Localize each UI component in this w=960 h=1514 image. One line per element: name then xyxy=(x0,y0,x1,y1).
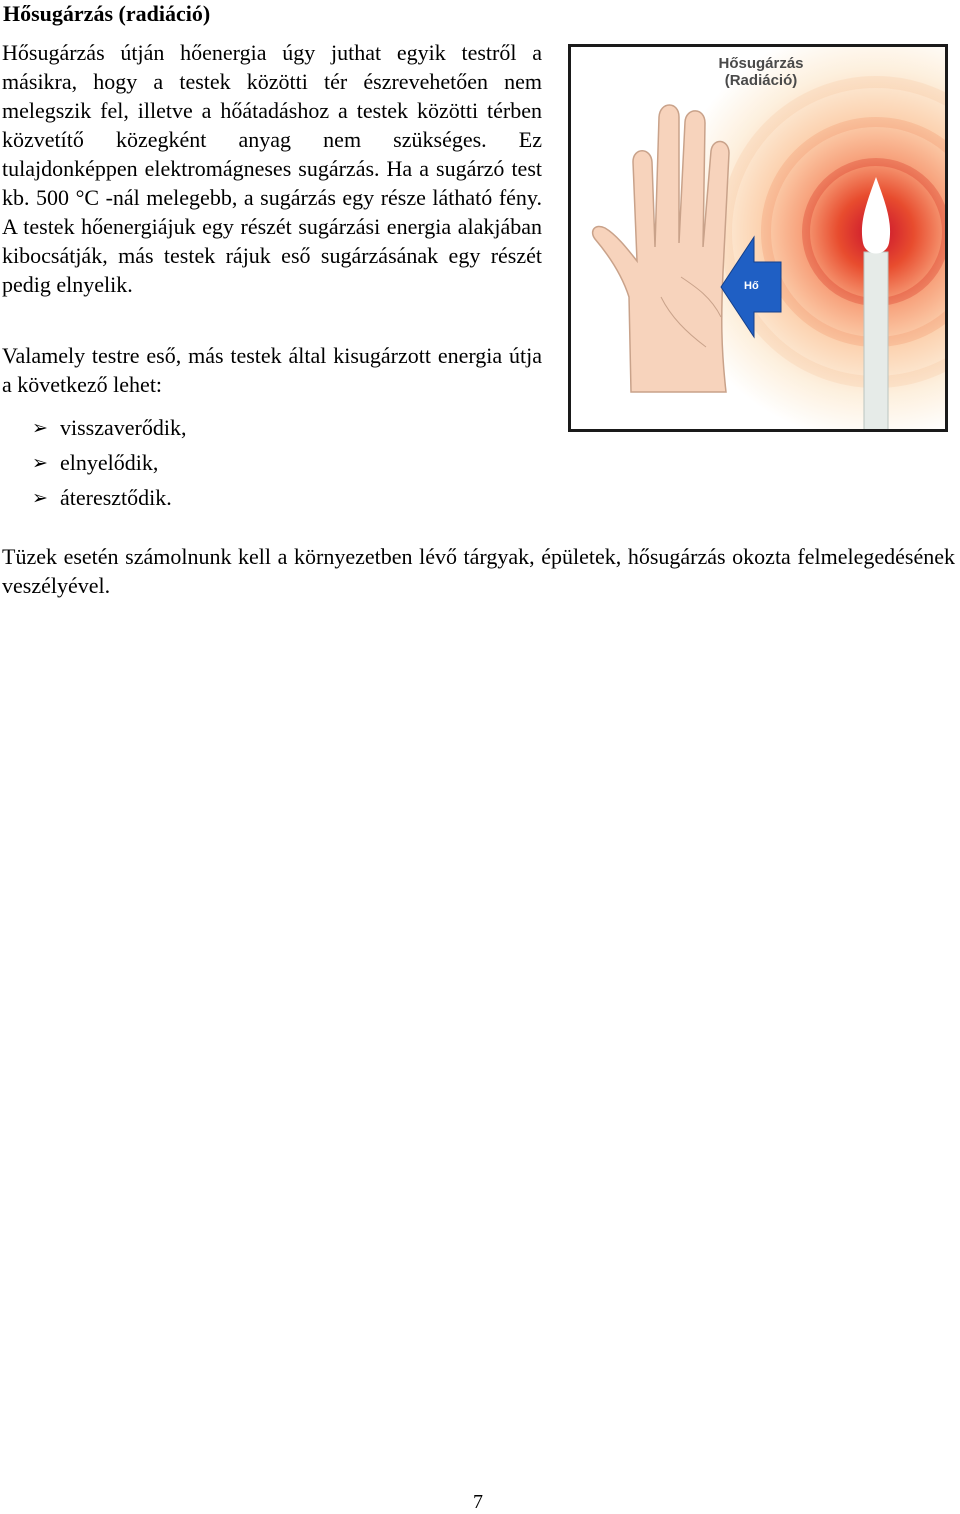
candle-icon xyxy=(864,252,888,429)
figure-title-line: Hősugárzás xyxy=(718,55,804,72)
heat-arrow-label: Hő xyxy=(744,280,759,292)
list-item-text: elnyelődik, xyxy=(60,449,159,475)
list-item xyxy=(32,480,186,515)
arrowhead-bullet-icon: ➢ xyxy=(32,486,48,509)
figure-title-line: (Radiáció) xyxy=(724,72,798,89)
page-number: 7 xyxy=(473,1491,483,1513)
arrowhead-bullet-icon: ➢ xyxy=(32,451,48,474)
list-item-text: áteresztődik. xyxy=(60,484,172,510)
list-intro-paragraph: Valamely testre eső, más testek által kisugárzott energia útja a következő lehet: xyxy=(2,343,542,397)
conclusion-paragraph: Tüzek esetén számolnunk kell a környezetben lévő tárgyak, épületek, hősugárzás okozta felmelegedésének veszélyével. xyxy=(2,544,955,598)
heat-radiation-illustration xyxy=(568,44,948,432)
list-item xyxy=(32,410,186,445)
intro-paragraph: Hősugárzás útján hőenergia úgy juthat egyik testről a másikra, hogy a testek közötti tér észrevehetően nem melegszik fel, illetve a hőátadáshoz a testek közötti térben közvetítő közegként anyag nem szükséges. Ez tulajdonképpen elektromágneses sugárzás. Ha a sugárzó test kb. 500 °C -nál melegebb, a sugárzás egy része látható fény. A testek hőenergiájuk egy részét sugárzási energia alakjában kibocsátják, más testek rájuk eső sugárzásának egy részét pedig elnyelik. xyxy=(2,40,542,297)
list-item-text: visszaverődik, xyxy=(60,414,187,440)
list-item xyxy=(32,445,186,480)
energy-path-list xyxy=(32,410,186,515)
section-heading: Hősugárzás (radiáció) xyxy=(3,1,211,26)
figure-title xyxy=(691,55,831,89)
radiation-diagram xyxy=(571,47,945,429)
arrowhead-bullet-icon: ➢ xyxy=(32,416,48,439)
